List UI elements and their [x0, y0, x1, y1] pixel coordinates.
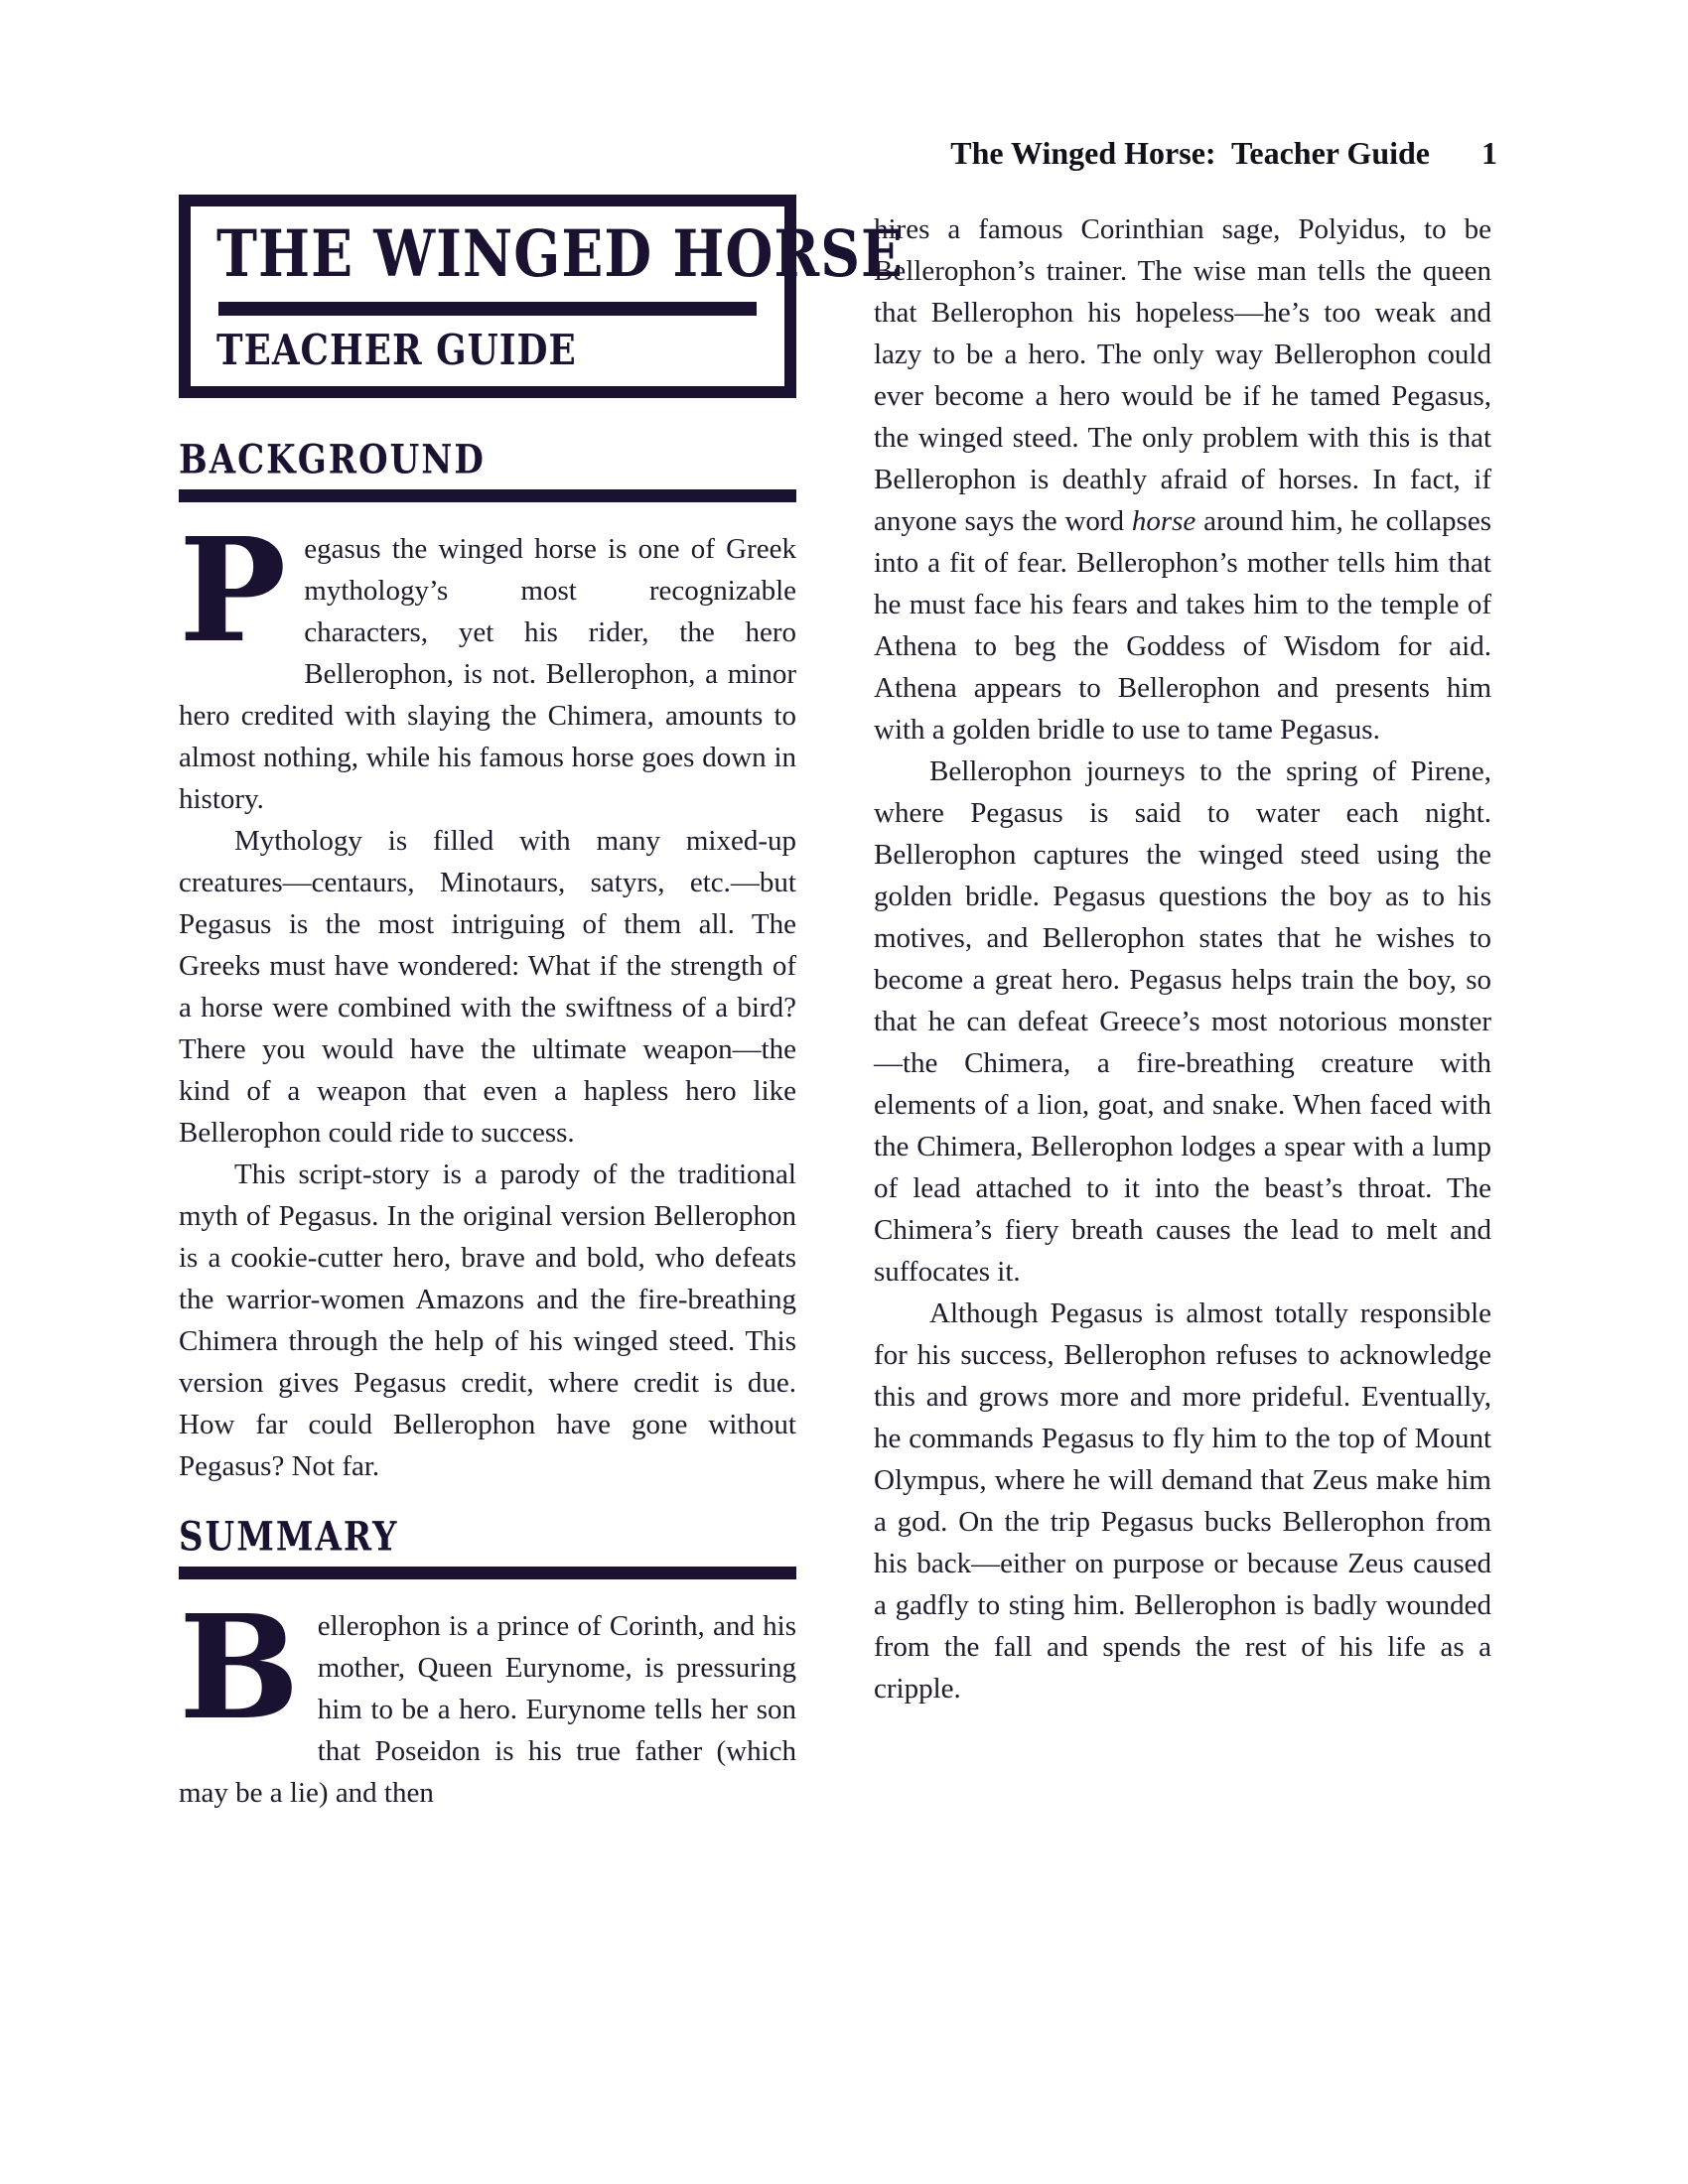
paragraph	[874, 208, 1491, 751]
summary-continued-paragraphs	[874, 208, 1491, 1709]
section-background	[179, 437, 796, 1487]
summary-paragraphs	[179, 1583, 796, 1814]
drop-cap: B	[179, 1583, 300, 1751]
page-header	[919, 99, 1497, 206]
text-run: Mythology is filled with many mixed-up creatures—centaurs, Minotaurs, satyrs, etc.—but Pegasus is the most intriguing of them all. The Greeks must have wondered: What if the strength of a horse were combined with the swiftness of a bird? There you would have the ultimate weapon—the kind of a weapon that even a hapless hero like Bellerophon could ride to success.	[179, 825, 796, 1149]
right-column	[874, 195, 1491, 1814]
title-box	[179, 195, 905, 398]
left-column	[179, 195, 905, 1814]
title-divider-rule	[218, 302, 757, 316]
paragraph	[874, 751, 1491, 1293]
background-paragraphs	[179, 506, 796, 1487]
text-run: Bellerophon journeys to the spring of Pirene, where Pegasus is said to water each night. Bellerophon captures the winged steed using the golden bridle. Pegasus questions the boy as to his motives, and Bellerophon states that he wishes to become a great hero. Pegasus helps train the boy, so that he can defeat Greece’s most notorious monster—the Chimera, a fire-breathing creature with elements of a lion, goat, and snake. When faced with the Chimera, Bellerophon lodges a spear with a lump of lead attached to it into the beast’s throat. The Chimera’s fiery breath causes the lead to melt and suffocates it.	[874, 755, 1491, 1288]
text-run: ellerophon is a prince of Corinth, and his mother, Queen Eurynome, is pressuring him to be a hero. Eurynome tells her son that Poseidon is his true father (which may be a lie) and then	[179, 1610, 796, 1809]
section-summary	[179, 1514, 796, 1814]
running-title: The Winged Horse: Teacher Guide	[950, 135, 1430, 171]
section-rule	[179, 489, 796, 502]
page-number: 1	[1481, 135, 1497, 171]
section-rule	[179, 1567, 796, 1579]
text-run: around him, he collapses into a fit of fear. Bellerophon’s mother tells him that he must face his fears and takes him to the temple of Athena to beg the Goddess of Wisdom for aid. Athena appears to Bellerophon and presents him with a golden bridle to use to tame Pegasus.	[874, 505, 1491, 746]
text-run: hires a famous Corinthian sage, Polyidus, to be Bellerophon’s trainer. The wise man tells the queen that Bellerophon his hopeless—he’s too weak and lazy to be a hero. The only way Bellerophon could ever become a hero would be if he tamed Pegasus, the winged steed. The only problem with this is that Bellerophon is deathly afraid of horses. In fact, if anyone says the word	[874, 213, 1491, 537]
document-subtitle: TEACHER GUIDE	[216, 326, 577, 375]
italic-text-run: horse	[1131, 505, 1196, 537]
drop-cap: P	[179, 506, 287, 674]
paragraph	[874, 1293, 1491, 1709]
paragraph	[179, 506, 796, 820]
text-run: This script-story is a parody of the traditional myth of Pegasus. In the original version Bellerophon is a cookie-cutter hero, brave and bold, who defeats the warrior-women Amazons and the fire-breathing Chimera through the help of his winged steed. This version gives Pegasus credit, where credit is due. How far could Bellerophon have gone without Pegasus? Not far.	[179, 1159, 796, 1482]
document-title: THE WINGED HORSE	[216, 214, 905, 292]
text-run: Although Pegasus is almost totally responsible for his success, Bellerophon refuses to acknowledge this and grows more and more prideful. Eventually, he commands Pegasus to fly him to the top of Mount Olympus, where he will demand that Zeus make him a god. On the trip Pegasus bucks Bellerophon from his back—either on purpose or because Zeus caused a gadfly to sting him. Bellerophon is badly wounded from the fall and spends the rest of his life as a cripple.	[874, 1297, 1491, 1705]
paragraph	[179, 820, 796, 1154]
section-heading-background: BACKGROUND	[179, 437, 486, 484]
section-heading-summary: SUMMARY	[179, 1514, 399, 1562]
two-column-layout	[179, 195, 1491, 1814]
paragraph	[179, 1583, 796, 1814]
text-run: egasus the winged horse is one of Greek mythology’s most recognizable characters, yet his rider, the hero Bellerophon, is not. Bellerophon, a minor hero credited with slaying the Chimera, amounts to almost nothing, while his famous horse goes down in history.	[179, 533, 796, 815]
paragraph	[179, 1154, 796, 1487]
